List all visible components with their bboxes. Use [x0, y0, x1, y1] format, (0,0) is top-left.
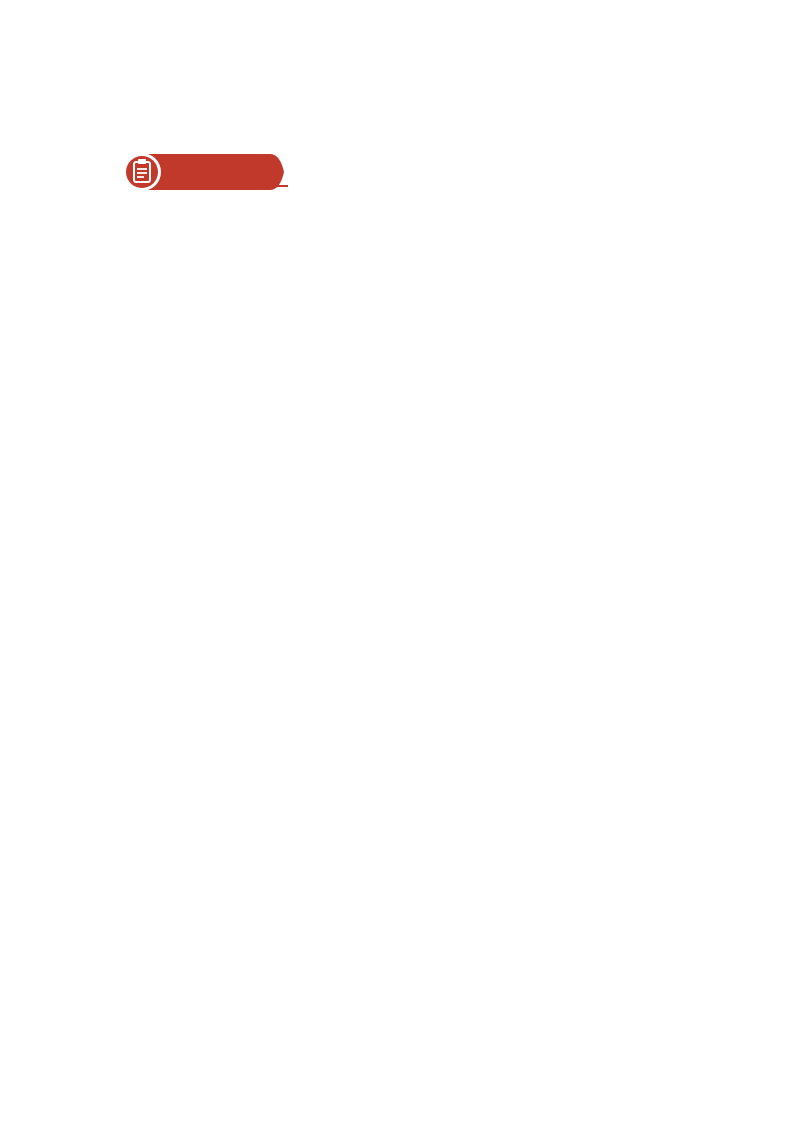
banner-background: [120, 152, 290, 192]
section-banner: [120, 152, 290, 192]
content-column: [120, 118, 680, 200]
reference-title: [120, 118, 680, 146]
